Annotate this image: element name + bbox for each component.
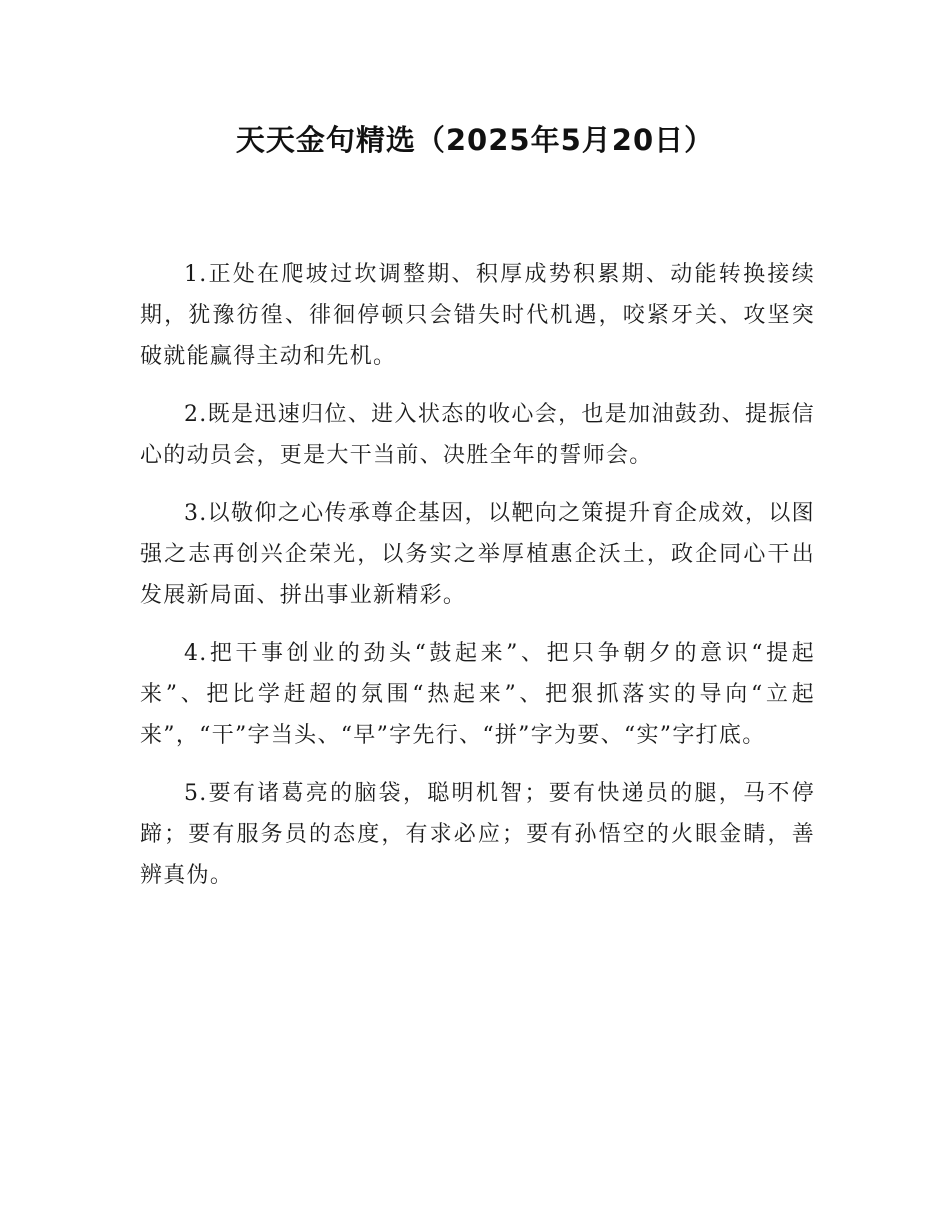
paragraph-5: 5.要有诸葛亮的脑袋，聪明机智；要有快递员的腿，马不停蹄；要有服务员的态度，有求必应；要有孙悟空的火眼金睛，善辨真伪。	[140, 781, 815, 888]
page-title: 天天金句精选（2025年5月20日）	[235, 123, 715, 157]
document-body	[140, 254, 815, 913]
paragraph-1: 1.正处在爬坡过坎调整期、积厚成势积累期、动能转换接续期，犹豫彷徨、徘徊停顿只会错失时代机遇，咬紧牙关、攻坚突破就能赢得主动和先机。	[140, 262, 815, 369]
paragraph-2: 2.既是迅速归位、进入状态的收心会，也是加油鼓劲、提振信心的动员会，更是大干当前、决胜全年的誓师会。	[140, 402, 815, 468]
paragraph-3: 3.以敬仰之心传承尊企基因，以靶向之策提升育企成效，以图强之志再创兴企荣光，以务实之举厚植惠企沃土，政企同心干出发展新局面、拼出事业新精彩。	[140, 501, 815, 608]
paragraph-4: 4.把干事创业的劲头“鼓起来”、把只争朝夕的意识“提起来”、把比学赶超的氛围“热起来”、把狠抓落实的导向“立起来”，“干”字当头、“早”字先行、“拼”字为要、“实”字打底。	[140, 641, 815, 748]
